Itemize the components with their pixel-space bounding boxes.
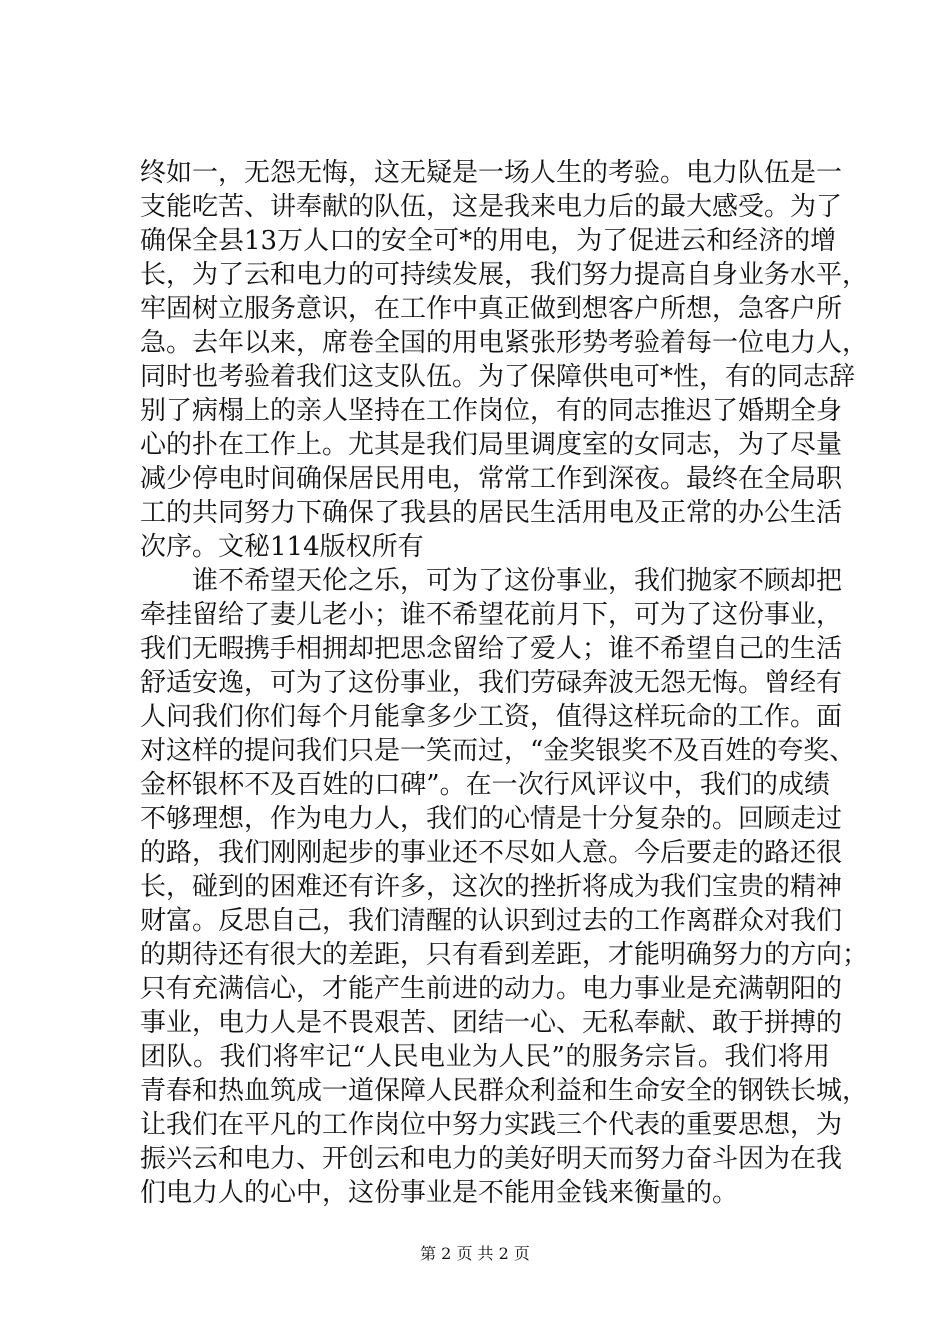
text-line: 的期待还有很大的差距，只有看到差距，才能明确努力的方向； (140, 940, 869, 970)
paragraph-1 (140, 156, 869, 564)
text-line: 次序。文秘114版权所有 (140, 532, 424, 562)
text-line: 舒适安逸，可为了这份事业，我们劳碌奔波无怨无悔。曾经有 (140, 668, 843, 698)
text-line: 振兴云和电力、开创云和电力的美好明天而努力奋斗因为在我 (140, 1144, 843, 1174)
page-number-footer: 第 2 页 共 2 页 (420, 1244, 530, 1263)
text-line: 牢固树立服务意识，在工作中真正做到想客户所想，急客户所 (140, 294, 843, 324)
text-line: 财富。反思自己，我们清醒的认识到过去的工作离群众对我们 (140, 906, 843, 936)
paragraph-2 (140, 564, 869, 1210)
text-line: 人问我们你们每个月能拿多少工资，值得这样玩命的工作。面 (140, 702, 843, 732)
text-line: 同时也考验着我们这支队伍。为了保障供电可*性，有的同志辞 (140, 362, 856, 392)
text-line: 心的扑在工作上。尤其是我们局里调度室的女同志，为了尽量 (140, 430, 843, 460)
text-line: 支能吃苦、讲奉献的队伍，这是我来电力后的最大感受。为了 (140, 192, 843, 222)
text-line: 只有充满信心，才能产生前进的动力。电力事业是充满朝阳的 (140, 974, 843, 1004)
body-text (140, 156, 869, 1210)
text-line: 金杯银杯不及百姓的口碑”。在一次行风评议中，我们的成绩 (140, 770, 830, 800)
text-line: 团队。我们将牢记“人民电业为人民”的服务宗旨。我们将用 (140, 1042, 830, 1072)
text-line: 我们无暇携手相拥却把思念留给了爱人；谁不希望自己的生活 (140, 634, 843, 664)
text-line: 的路，我们刚刚起步的事业还不尽如人意。今后要走的路还很 (140, 838, 843, 868)
text-line: 们电力人的心中，这份事业是不能用金钱来衡量的。 (140, 1178, 739, 1208)
text-line: 急。去年以来，席卷全国的用电紧张形势考验着每一位电力人， (140, 328, 869, 358)
text-line: 工的共同努力下确保了我县的居民生活用电及正常的办公生活 (140, 498, 843, 528)
text-line: 减少停电时间确保居民用电，常常工作到深夜。最终在全局职 (140, 464, 843, 494)
text-line: 不够理想，作为电力人，我们的心情是十分复杂的。回顾走过 (140, 804, 843, 834)
text-line: 青春和热血筑成一道保障人民群众利益和生命安全的钢铁长城， (140, 1076, 869, 1106)
text-line: 长，为了云和电力的可持续发展，我们努力提高自身业务水平， (140, 260, 869, 290)
text-line: 对这样的提问我们只是一笑而过，“金奖银奖不及百姓的夸奖、 (140, 736, 856, 766)
text-line: 确保全县13万人口的安全可*的用电，为了促进云和经济的增 (140, 226, 837, 256)
text-line: 牵挂留给了妻儿老小；谁不希望花前月下，可为了这份事业， (140, 600, 843, 630)
text-line: 事业，电力人是不畏艰苦、团结一心、无私奉献、敢于拼搏的 (140, 1008, 843, 1038)
text-line: 谁不希望天伦之乐，可为了这份事业，我们抛家不顾却把 (140, 566, 843, 596)
text-line: 长，碰到的困难还有许多，这次的挫折将成为我们宝贵的精神 (140, 872, 843, 902)
text-line: 让我们在平凡的工作岗位中努力实践三个代表的重要思想，为 (140, 1110, 843, 1140)
text-line: 终如一，无怨无悔，这无疑是一场人生的考验。电力队伍是一 (140, 158, 843, 188)
text-line: 别了病榻上的亲人坚持在工作岗位，有的同志推迟了婚期全身 (140, 396, 843, 426)
